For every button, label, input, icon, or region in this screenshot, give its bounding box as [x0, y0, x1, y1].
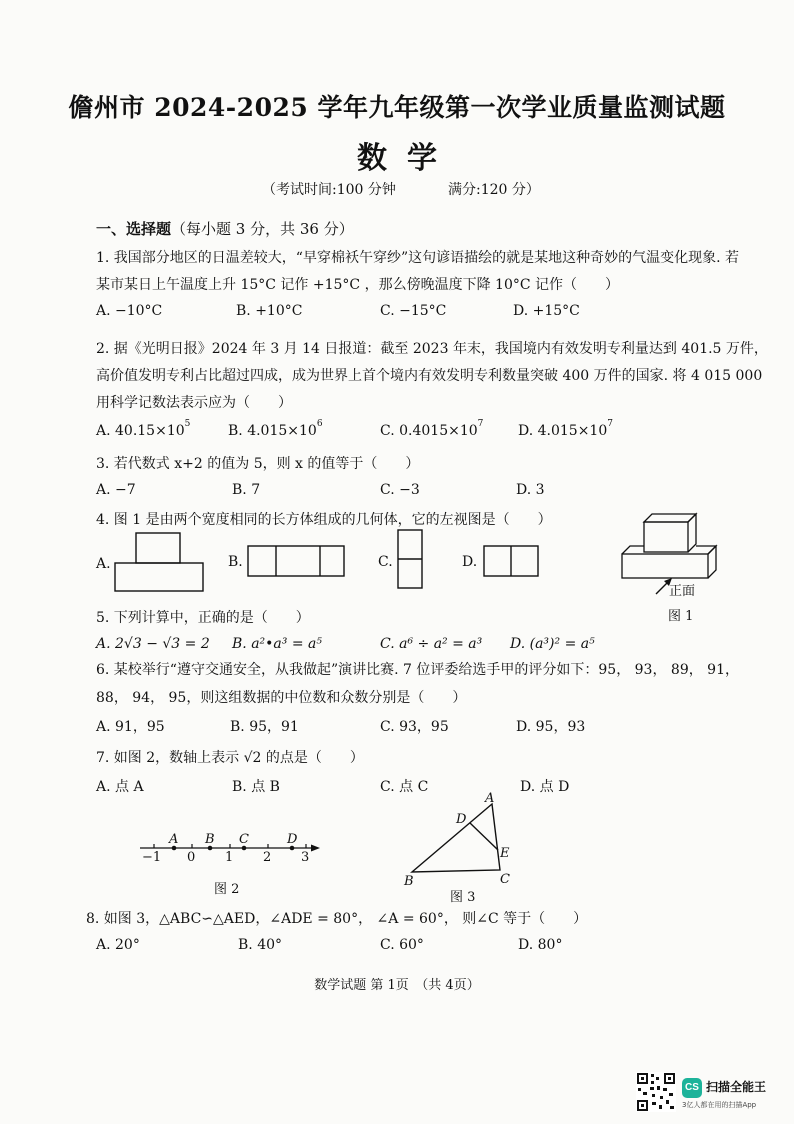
point-c-label: C	[239, 832, 249, 847]
q2-option-b-exp: 6	[316, 419, 323, 429]
cs-logo-icon: CS	[682, 1078, 702, 1098]
q4-option-d-figure	[482, 544, 542, 580]
q2-option-b[interactable]	[228, 419, 323, 439]
q2-option-d[interactable]	[518, 419, 613, 439]
q1-line1: 1. 我国部分地区的日温差较大，“早穿棉袄午穿纱”这句谚语描绘的就是某地这种奇妙的气温变化现象. 若	[96, 250, 740, 266]
tick-label-1: 1	[225, 850, 234, 865]
q1-line2: 某市某日上午温度上升 15°C 记作 +15°C ，那么傍晚温度下降 10°C 记作（ ）	[96, 277, 620, 293]
vertex-d-label: D	[456, 812, 467, 827]
vertex-c-label: C	[500, 872, 510, 887]
section-heading	[96, 218, 354, 239]
number-line-arrow	[311, 845, 320, 852]
qr-code-icon	[636, 1072, 676, 1112]
q1-option-d[interactable]: D. +15°C	[513, 303, 580, 319]
q5-option-d[interactable]: D. (a³)² = a⁵	[510, 636, 595, 652]
segment-de	[470, 823, 498, 850]
q3-line1: 3. 若代数式 x+2 的值为 5，则 x 的值等于（ ）	[96, 456, 420, 472]
tick-label-2: 2	[263, 850, 272, 865]
q2-option-c-base: C. 0.4015×10	[380, 423, 478, 439]
q4-option-b-figure	[246, 544, 348, 580]
q6-line2: 88， 94， 95，则这组数据的中位数和众数分别是（ ）	[96, 690, 467, 706]
q8-option-a[interactable]: A. 20°	[96, 937, 140, 953]
q3-option-b[interactable]: B. 7	[232, 482, 261, 498]
q3-option-a[interactable]: A. −7	[96, 482, 136, 498]
q4-option-b[interactable]: B.	[228, 554, 243, 570]
q6-option-d[interactable]: D. 95，93	[516, 719, 586, 735]
q1-option-a[interactable]: A. −10°C	[96, 303, 163, 319]
q2-option-c[interactable]	[380, 419, 484, 439]
q3-option-c[interactable]: C. −3	[380, 482, 420, 498]
subject-title: 数学	[357, 141, 457, 176]
q8-option-d[interactable]: D. 80°	[518, 937, 563, 953]
q7-option-b[interactable]: B. 点 B	[232, 779, 280, 795]
q6-line1: 6. 某校举行“遵守交通安全，从我做起”演讲比赛. 7 位评委给选手甲的评分如下：95， 93， 89， 91，	[96, 662, 739, 678]
q2-line1: 2. 据《光明日报》2024 年 3 月 14 日报道：截至 2023 年末，我国境内有效发明专利量达到 401.5 万件，	[96, 341, 768, 357]
q2-option-d-exp: 7	[607, 419, 613, 429]
q4-line1: 4. 图 1 是由两个宽度相同的长方体组成的几何体，它的左视图是（ ）	[96, 512, 552, 528]
q7-line1: 7. 如图 2，数轴上表示 √2 的点是（ ）	[96, 750, 364, 766]
tick-label-0: 0	[187, 850, 196, 865]
section-note: （每小题 3 分，共 36 分）	[171, 220, 354, 238]
q6-option-a[interactable]: A. 91，95	[96, 719, 165, 735]
q1-option-b[interactable]: B. +10°C	[236, 303, 303, 319]
figure-2-caption: 图 2	[214, 882, 240, 897]
vertex-e-label: E	[500, 846, 510, 861]
tick-label-neg1: −1	[142, 850, 162, 865]
q8-line1: 8. 如图 3，△ABC∽△AED，∠ADE = 80°， ∠A = 60°， 则∠C 等于（ ）	[86, 911, 588, 927]
scanner-app-tagline: 3亿人都在用的扫描App	[682, 1101, 757, 1109]
q2-option-b-base: B. 4.015×10	[228, 423, 317, 439]
figure-1-front-label: 正面	[669, 584, 696, 599]
point-a-label: A	[169, 832, 179, 847]
page-footer: 数学试题 第 1页 （共 4页）	[314, 978, 480, 993]
vertex-a-label: A	[485, 791, 495, 806]
q4-option-c-figure	[396, 528, 426, 592]
q5-option-a[interactable]: A. 2√3 − √3 = 2	[96, 636, 210, 652]
q5-option-c[interactable]: C. a⁶ ÷ a² = a³	[380, 636, 483, 652]
q4-option-d[interactable]: D.	[462, 554, 478, 570]
q3-option-d[interactable]: D. 3	[516, 482, 545, 498]
exam-time: （考试时间:100 分钟	[262, 182, 396, 198]
figure-1-solid	[612, 512, 724, 598]
q7-option-a[interactable]: A. 点 A	[96, 779, 144, 795]
figure-1-caption: 图 1	[668, 609, 694, 624]
q2-option-a-exp: 5	[184, 419, 191, 429]
q4-option-a-figure	[112, 532, 208, 596]
q2-option-c-exp: 7	[477, 419, 484, 429]
q5-line1: 5. 下列计算中，正确的是（ ）	[96, 610, 310, 626]
point-b-label: B	[205, 832, 215, 847]
q4-option-a[interactable]: A.	[96, 556, 111, 572]
q7-option-d[interactable]: D. 点 D	[520, 779, 570, 795]
q2-line2: 高价值发明专利占比超过四成，成为世界上首个境内有效发明专利数量突破 400 万件的国家. 将 4 015 000	[96, 368, 763, 384]
q6-option-b[interactable]: B. 95，91	[230, 719, 299, 735]
point-d-label: D	[287, 832, 298, 847]
q1-option-c[interactable]: C. −15°C	[380, 303, 447, 319]
q7-option-c[interactable]: C. 点 C	[380, 779, 429, 795]
q4-option-c[interactable]: C.	[378, 554, 393, 570]
q6-option-c[interactable]: C. 93，95	[380, 719, 449, 735]
q2-line3: 用科学记数法表示应为（ ）	[96, 395, 292, 411]
section-title: 一、选择题	[96, 220, 172, 238]
q5-option-b[interactable]: B. a²•a³ = a⁵	[232, 636, 322, 652]
q2-option-d-base: D. 4.015×10	[518, 423, 608, 439]
figure-3-caption: 图 3	[450, 890, 476, 905]
scanner-app-name: 扫描全能王	[706, 1080, 767, 1094]
q2-option-a[interactable]	[96, 419, 191, 439]
full-score: 满分:120 分）	[448, 182, 540, 198]
page-title: 儋州市 2024-2025 学年九年级第一次学业质量监测试题	[68, 93, 726, 122]
tick-label-3: 3	[301, 850, 310, 865]
vertex-b-label: B	[404, 874, 414, 889]
q8-option-c[interactable]: C. 60°	[380, 937, 424, 953]
q8-option-b[interactable]: B. 40°	[238, 937, 283, 953]
q2-option-a-base: A. 40.15×10	[96, 423, 185, 439]
